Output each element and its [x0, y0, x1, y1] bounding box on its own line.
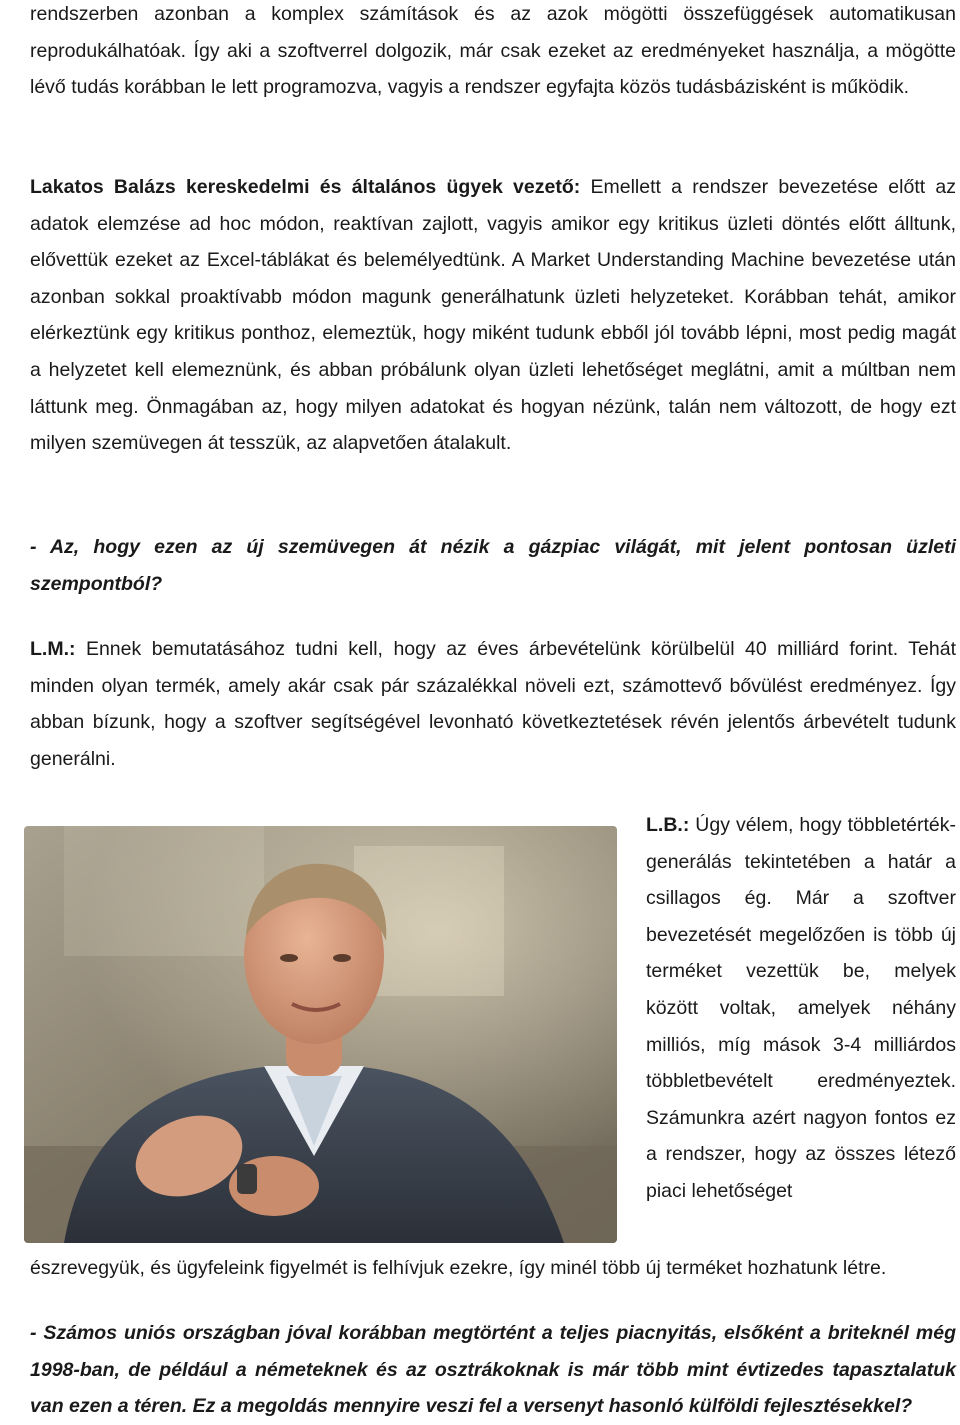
- interview-question: - Az, hogy ezen az új szemüvegen át nézik a gázpiac világát, mit jelent pontosan üzleti szempontból?: [30, 536, 956, 595]
- interview-question: - Számos uniós országban jóval korábban megtörtént a teljes piacnyitás, elsőként a briteknél még 1998-ban, de például a németeknek és az osztrákoknak is már több mint évtizedes tapasztalatuk van ezen a téren. Ez a megoldás mennyire veszi fel a versenyt hasonló külföldi fejlesztésekkel?: [30, 1322, 956, 1418]
- answer-paragraph-lb2-continued: észrevegyük, és ügyfeleink figyelmét is felhívjuk ezekre, így minél több új terméket hozhatunk létre.: [30, 1257, 887, 1279]
- answer-text: Ennek bemutatásához tudni kell, hogy az éves árbevételünk körülbelül 40 milliárd forint. Tehát minden olyan termék, amely akár csak pár százalékkal növeli ezt, számottevő bővülést eredményez. Így abban bízunk, hogy a szoftver segítségével levonható következtetések révén jelentős árbevételt tudunk generálni.: [30, 638, 956, 770]
- intro-paragraph: rendszerben azonban a komplex számítások és az azok mögötti összefüggések automatikusan reprodukálhatóak. Így aki a szoftverrel dolgozik, már csak ezeket az eredményeket használja, a mögötte lévő tudás korábban le lett programozva, vagyis a rendszer egyfajta közös tudásbázisként is működik.: [30, 3, 956, 99]
- sidebar-text-column: [646, 807, 956, 1210]
- answer-text: Emellett a rendszer bevezetése előtt az adatok elemzése ad hoc módon, reaktívan zajlott, vagyis amikor egy kritikus üzleti döntés előtt álltunk, elővettük ezeket az Excel-táblákat és belemélyedtünk. A Market Understanding Machine bevezetése után azonban sokkal proaktívabb módon magunk generálhatunk üzleti helyzeteket. Korábban tehát, amikor elérkeztünk egy kritikus ponthoz, elemeztük, hogy miként tudunk ebből jól tovább lépni, most pedig magát a helyzetet kell elemeznünk, és abban próbálunk olyan üzleti lehetőséget meglátni, amit a múltban nem láttunk meg. Önmagában az, hogy milyen adatokat és hogyan nézünk, talán nem változott, de hogy ezt milyen szemüvegen át tesszük, az alapvetően átalakult.: [30, 176, 956, 455]
- answer-paragraph-lb: [30, 169, 956, 462]
- interview-photo: [24, 826, 617, 1243]
- answer-paragraph-lb2: [646, 807, 956, 1210]
- answer-text: Úgy vélem, hogy többletérték-generálás tekintetében a határ a csillagos ég. Már a szoftver bevezetését megelőzően is több új terméket vezettük be, melyek között voltak, amelyek néhány milliós, míg mások 3-4 milliárdos többletbevételt eredményeztek. Számunkra azért nagyon fontos ez a rendszer, hogy az összes létező piaci lehetőséget: [646, 814, 956, 1202]
- speaker-label: L.M.:: [30, 638, 76, 660]
- answer-paragraph-lm: [30, 631, 956, 777]
- speaker-label: L.B.:: [646, 814, 690, 836]
- photo-icon: [24, 826, 617, 1243]
- speaker-label: Lakatos Balázs kereskedelmi és általános ügyek vezető:: [30, 176, 581, 198]
